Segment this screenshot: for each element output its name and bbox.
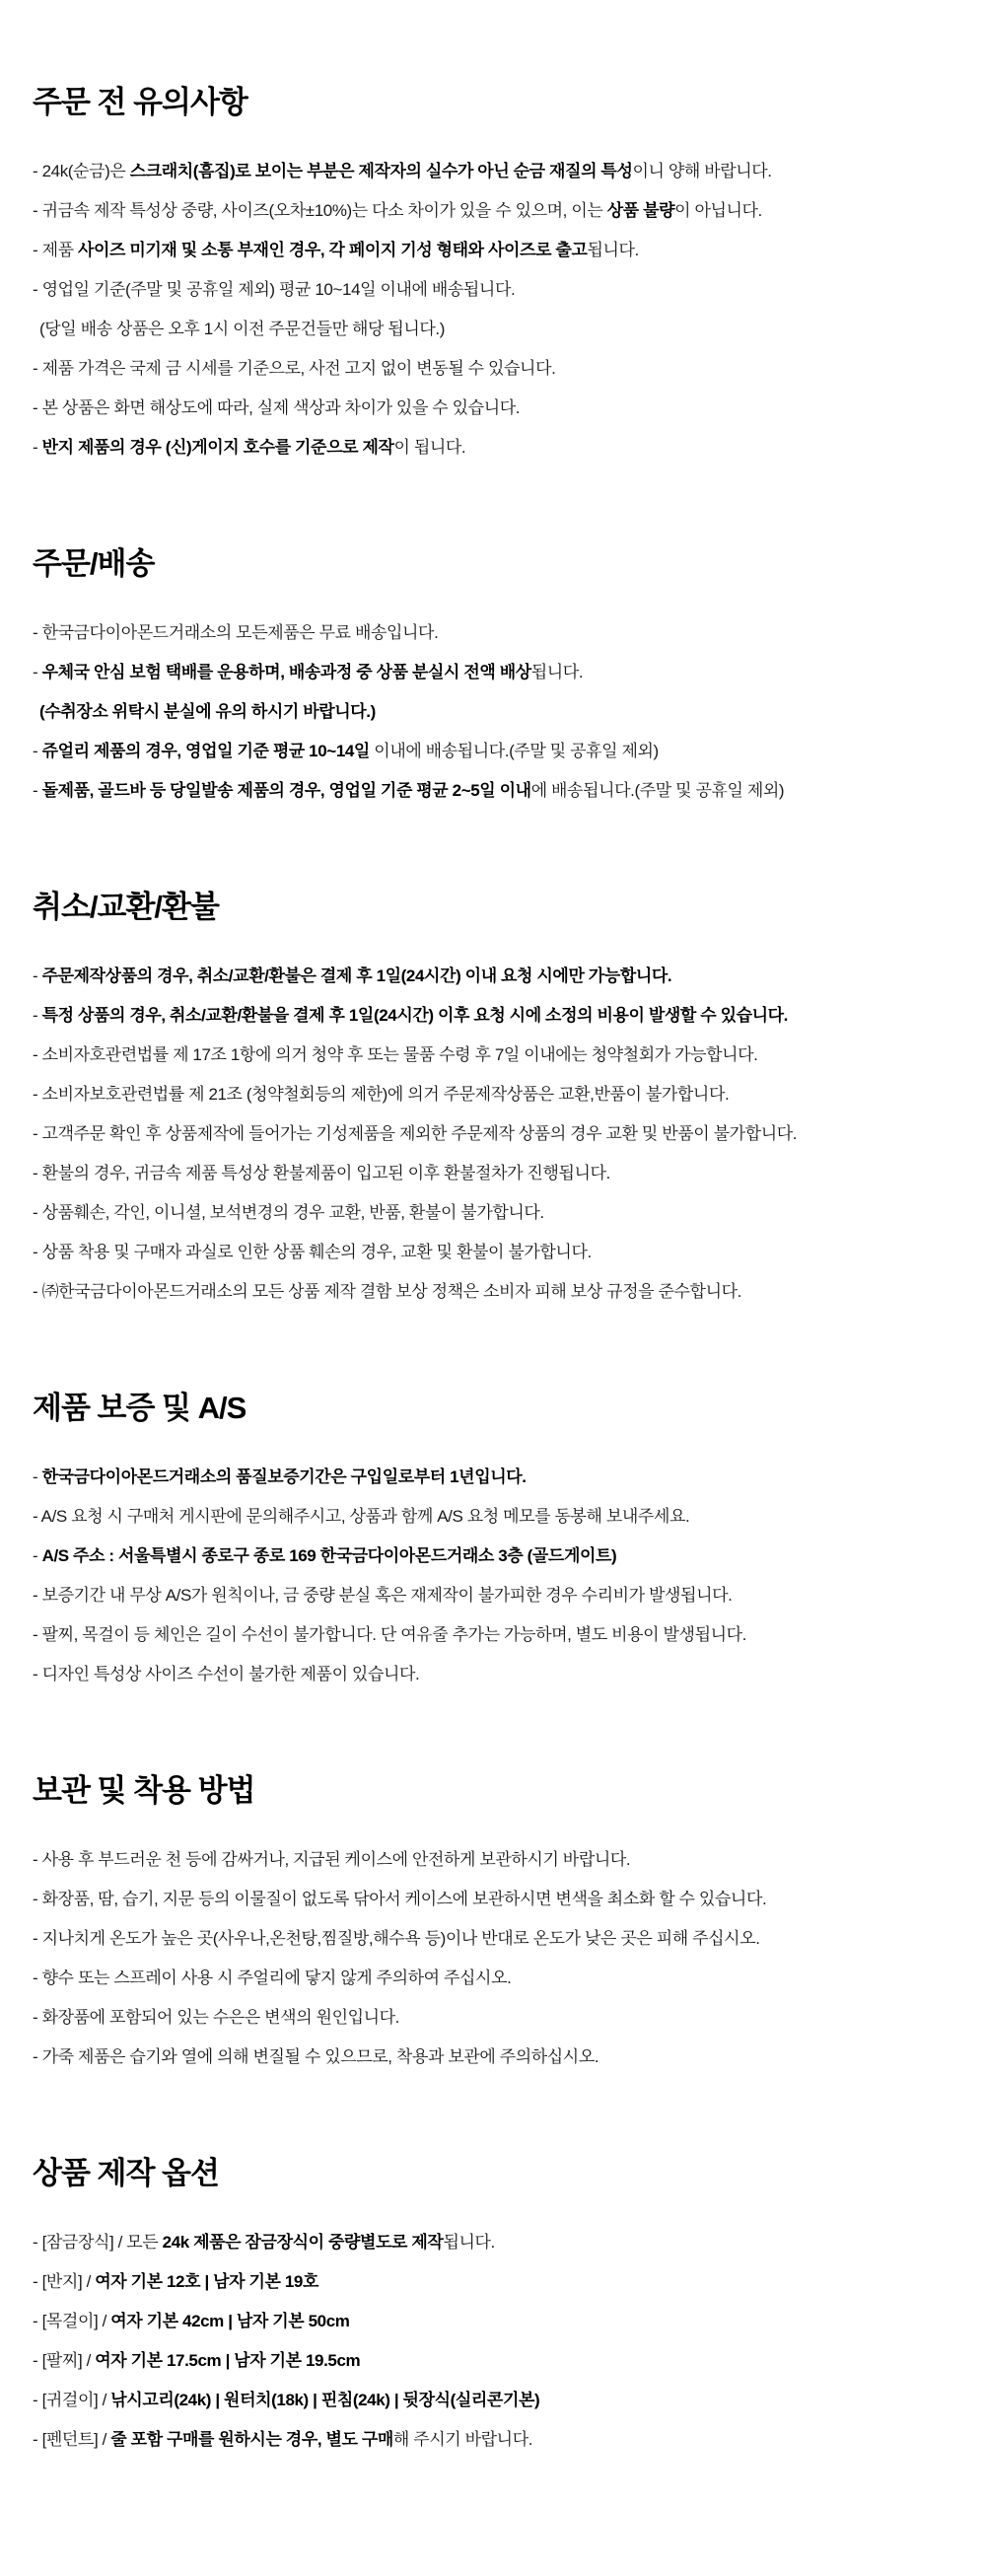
text-segment: 이 아닙니다.: [674, 201, 762, 220]
text-segment: - 화장품, 땀, 습기, 지문 등의 이물질이 없도록 닦아서 케이스에 보관하시면 변색을 최소화 할 수 있습니다.: [33, 1890, 767, 1908]
text-segment: 반지 제품의 경우 (신)게이지 호수를 기준으로 제작: [41, 438, 394, 457]
text-segment: 상품 불량: [606, 201, 675, 220]
text-segment: - 상품훼손, 각인, 이니셜, 보석변경의 경우 교환, 반품, 환불이 불가합니다.: [33, 1203, 544, 1222]
text-segment: 한국금다이아몬드거래소의 품질보증기간은 구입일로부터 1년입니다.: [41, 1467, 527, 1486]
notice-line: [33, 1998, 951, 2038]
notice-line: [33, 771, 951, 811]
notice-section: [33, 1771, 951, 2077]
notice-section: [33, 2154, 951, 2460]
text-segment: 우체국 안심 보험 택배를 운용하며, 배송과정 중 상품 분실시 전액 배상: [41, 663, 531, 681]
notice-line: [33, 732, 951, 771]
text-segment: 주문제작상품의 경우, 취소/교환/환불은 결제 후 1일(24시간) 이내 요청 시에만 가능합니다.: [41, 966, 672, 985]
notice-section: [33, 83, 951, 467]
notice-line: [33, 2038, 951, 2077]
text-segment: A/S 주소 : 서울특별시 종로구 종로 169 한국금다이아몬드거래소 3층 (골드게이트): [41, 1546, 617, 1565]
notice-section: [33, 544, 951, 811]
text-segment: - 귀금속 제작 특성상 중량, 사이즈(오차±10%)는 다소 차이가 있을 수 있으며, 이는: [33, 201, 607, 220]
notice-line: [33, 349, 951, 389]
notice-line: [33, 270, 951, 310]
notice-line: [33, 1458, 951, 1497]
text-segment: - 보증기간 내 무상 A/S가 원칙이나, 금 중량 분실 혹은 재제작이 불가피한 경우 수리비가 발생됩니다.: [33, 1586, 733, 1605]
notice-line: [33, 1959, 951, 1998]
text-segment: - 가죽 제품은 습기와 열에 의해 변질될 수 있으므로, 착용과 보관에 주의하십시오.: [33, 2047, 599, 2066]
text-segment: - 디자인 특성상 사이즈 수선이 불가한 제품이 있습니다.: [33, 1665, 420, 1683]
notice-line: [33, 1114, 951, 1154]
notice-line: [33, 1272, 951, 1312]
text-segment: - ㈜한국금다이아몬드거래소의 모든 상품 제작 결함 보상 정책은 소비자 피해 보상 규정을 준수합니다.: [33, 1282, 741, 1301]
notice-line: [33, 428, 951, 467]
text-segment: - 한국금다이아몬드거래소의 모든제품은 무료 배송입니다.: [33, 623, 439, 642]
text-segment: (당일 배송 상품은 오후 1시 이전 주문건들만 해당 됩니다.): [39, 320, 445, 338]
text-segment: 에 배송됩니다.(주말 및 공휴일 제외): [530, 781, 785, 800]
section-title: 주문/배송: [33, 546, 155, 581]
notice-line: [33, 1576, 951, 1615]
text-segment: 24k 제품은 잠금장식이 중량별도로 제작: [162, 2233, 444, 2252]
notice-line: [33, 310, 951, 349]
notice-line: [33, 957, 951, 996]
text-segment: - [귀걸이] /: [33, 2391, 111, 2409]
text-segment: - 환불의 경우, 귀금속 제품 특성상 환불제품이 입고된 이후 환불절차가 진행됩니다.: [33, 1164, 610, 1182]
notice-line: [33, 2341, 951, 2381]
section-lines: [33, 613, 951, 811]
text-segment: 이내에 배송됩니다.(주말 및 공휴일 제외): [369, 742, 659, 760]
text-segment: 특정 상품의 경우, 취소/교환/환불을 결제 후 1일(24시간) 이후 요청 시에 소정의 비용이 발생할 수 있습니다.: [41, 1006, 788, 1025]
text-segment: - [반지] /: [33, 2272, 96, 2291]
text-segment: -: [33, 663, 42, 681]
text-segment: -: [33, 438, 42, 457]
text-segment: -: [33, 1546, 42, 1565]
notice-line: [33, 1615, 951, 1655]
text-segment: - 본 상품은 화면 해상도에 따라, 실제 색상과 차이가 있을 수 있습니다.: [33, 398, 521, 417]
notice-line: [33, 2262, 951, 2302]
text-segment: -: [33, 1467, 42, 1486]
text-segment: - [펜던트] /: [33, 2430, 111, 2449]
text-segment: 여자 기본 17.5cm | 남자 기본 19.5cm: [95, 2351, 361, 2370]
notice-line: [33, 389, 951, 428]
notice-line: [33, 653, 951, 692]
text-segment: 됩니다.: [443, 2233, 495, 2252]
text-segment: - 팔찌, 목걸이 등 체인은 길이 수선이 불가합니다. 단 여유줄 추가는 가능하며, 별도 비용이 발생됩니다.: [33, 1625, 746, 1644]
notice-line: [33, 1655, 951, 1694]
notice-line: [33, 1537, 951, 1576]
text-segment: - A/S 요청 시 구매처 게시판에 문의해주시고, 상품과 함께 A/S 요청 메모를 동봉해 보내주세요.: [33, 1507, 690, 1526]
text-segment: - 사용 후 부드러운 천 등에 감싸거나, 지급된 케이스에 안전하게 보관하시기 바랍니다.: [33, 1850, 631, 1869]
notice-line: [33, 1919, 951, 1959]
notice-line: [33, 152, 951, 191]
notice-line: [33, 613, 951, 653]
text-segment: 여자 기본 42cm | 남자 기본 50cm: [110, 2312, 350, 2330]
text-segment: - 화장품에 포함되어 있는 수은은 변색의 원인입니다.: [33, 2008, 399, 2027]
notice-line: [33, 2223, 951, 2262]
text-segment: 줄 포함 구매를 원하시는 경우, 별도 구매: [110, 2430, 393, 2449]
notice-line: [33, 1840, 951, 1880]
section-title: 상품 제작 옵션: [33, 2156, 219, 2190]
section-lines: [33, 152, 951, 467]
text-segment: - [팔찌] /: [33, 2351, 96, 2370]
notice-section: [33, 888, 951, 1312]
text-segment: (수취장소 위탁시 분실에 유의 하시기 바랍니다.): [39, 702, 376, 721]
text-segment: -: [33, 966, 42, 985]
notice-line: [33, 2381, 951, 2420]
text-segment: - 향수 또는 스프레이 사용 시 주얼리에 닿지 않게 주의하여 주십시오.: [33, 1968, 512, 1987]
section-title: 취소/교환/환불: [33, 890, 219, 924]
text-segment: - [목걸이] /: [33, 2312, 111, 2330]
text-segment: - 상품 착용 및 구매자 과실로 인한 상품 훼손의 경우, 교환 및 환불이 불가합니다.: [33, 1243, 592, 1261]
notice-line: [33, 231, 951, 270]
text-segment: 여자 기본 12호 | 남자 기본 19호: [95, 2272, 318, 2291]
text-segment: - 소비자보호관련법률 제 21조 (청약철회등의 제한)에 의거 주문제작상품은 교환,반품이 불가합니다.: [33, 1085, 730, 1104]
text-segment: 낚시고리(24k) | 원터치(18k) | 핀침(24k) | 뒷장식(실리콘기본): [110, 2391, 540, 2409]
notice-line: [33, 1075, 951, 1114]
section-lines: [33, 2223, 951, 2460]
text-segment: - [잠금장식] / 모든: [33, 2233, 163, 2252]
section-lines: [33, 1458, 951, 1694]
text-segment: -: [33, 742, 42, 760]
text-segment: - 제품 가격은 국제 금 시세를 기준으로, 사전 고지 없이 변동될 수 있습니다.: [33, 359, 556, 378]
text-segment: -: [33, 1006, 42, 1025]
notice-line: [33, 2302, 951, 2341]
section-title: 주문 전 유의사항: [33, 85, 247, 119]
notice-line: [33, 692, 951, 732]
text-segment: 돌제품, 골드바 등 당일발송 제품의 경우, 영업일 기준 평균 2~5일 이내: [41, 781, 531, 800]
text-segment: 이니 양해 바랍니다.: [632, 162, 772, 180]
text-segment: - 고객주문 확인 후 상품제작에 들어가는 기성제품을 제외한 주문제작 상품의 경우 교환 및 반품이 불가합니다.: [33, 1124, 798, 1143]
notice-section: [33, 1389, 951, 1694]
text-segment: - 영업일 기준(주말 및 공휴일 제외) 평균 10~14일 이내에 배송됩니다.: [33, 280, 516, 299]
notice-line: [33, 1497, 951, 1537]
text-segment: - 제품: [33, 241, 78, 259]
text-segment: - 소비자호관련법률 제 17조 1항에 의거 청약 후 또는 물품 수령 후 7일 이내에는 청약철회가 가능합니다.: [33, 1045, 758, 1064]
text-segment: - 지나치게 온도가 높은 곳(사우나,온천탕,찜질방,해수욕 등)이나 반대로 온도가 낮은 곳은 피해 주십시오.: [33, 1929, 760, 1948]
text-segment: 됩니다.: [587, 241, 639, 259]
text-segment: 사이즈 미기재 및 소통 부재인 경우, 각 페이지 기성 형태와 사이즈로 출고: [77, 241, 588, 259]
section-title: 제품 보증 및 A/S: [33, 1391, 246, 1425]
text-segment: 스크래치(흠집)로 보이는 부분은 제작자의 실수가 아닌 순금 재질의 특성: [129, 162, 633, 180]
text-segment: 해 주시기 바랍니다.: [392, 2430, 533, 2449]
text-segment: - 24k(순금)은: [33, 162, 130, 180]
section-lines: [33, 1840, 951, 2077]
notice-line: [33, 1880, 951, 1919]
section-title: 보관 및 착용 방법: [33, 1773, 255, 1808]
notice-line: [33, 1036, 951, 1075]
text-segment: -: [33, 781, 42, 800]
text-segment: 이 됩니다.: [393, 438, 466, 457]
section-lines: [33, 957, 951, 1312]
notice-line: [33, 1233, 951, 1272]
notice-line: [33, 996, 951, 1036]
text-segment: 쥬얼리 제품의 경우, 영업일 기준 평균 10~14일: [41, 742, 370, 760]
notice-line: [33, 1154, 951, 1193]
notice-line: [33, 191, 951, 231]
notice-line: [33, 1193, 951, 1233]
notice-line: [33, 2420, 951, 2460]
text-segment: 됩니다.: [530, 663, 584, 681]
